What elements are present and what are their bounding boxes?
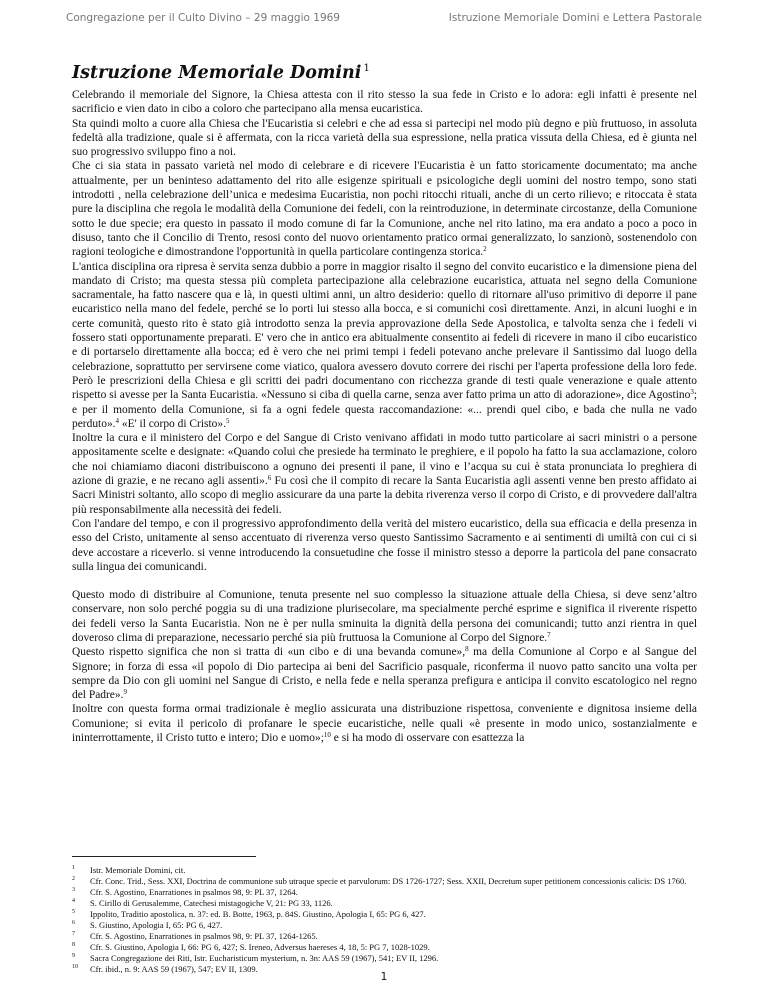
paragraph-text: Fu così che il compito di recare la Santa Eucaristia agli assenti venne ben presto affidato ai Sacri Ministri soltanto, allo scopo di meglio assicurare da una parte la debita riverenza verso il corpo di Cristo, e di provvedere dall'altra più responsabilmente alla necessità dei fedeli. [72,475,697,516]
footnote-number: 3 [72,887,75,893]
footnote-text: S. Giustino, Apologia I, 65: PG 6, 427. [90,920,223,930]
footnote-number: 6 [72,920,75,926]
body-text [72,88,697,745]
footnote-text: Cfr. Conc. Trid., Sess. XXI, Doctrina de communione sub utraque specie et parvulorum: DS 1726-1727; Sess. XXII, Decretum super petitionem concessionis calicis: DS 1760. [90,876,687,886]
paragraph: Sta quindi molto a cuore alla Chiesa che l'Eucaristia si celebri e che ad essa si partecipi nel modo più degno e più fruttuoso, in assoluta fedeltà alla tradizione, quale si è affermata, con la ricca varietà della sua espressione, nella pratica vissuta della Chiesa, ed è giunta nel suo progressivo sviluppo fino a noi. [72,117,697,159]
paragraph [72,645,697,702]
paragraph [72,702,697,745]
document-title [72,63,370,83]
footnote-number: 1 [72,865,75,871]
paragraph-text: Che ci sia stata in passato varietà nel modo di celebrare e di ricevere l'Eucaristia è un fatto storicamente documentato; ma anche attualmente, per un beninteso adattamento del rito alle esigenze spirituali e psicologiche degli uomini del nostro tempo, sono stati introdotti , nella celebrazione dell’unica e medesima Eucaristia, non pochi ritocchi rituali, anche di un certo rilievo; e ritoccata è stata pure la disciplina che regola le modalità della Comunione dei fedeli, con la reintroduzione, in determinate circostanze, della Comunione sotto le due specie; era questo in passato il modo comune di far la Comunione, anche nel rito latino, ma era andato a poco a poco in disuso, tanto che il Concilio di Trento, resosi conto del nuovo orientamento pratico ormai generalizzato, lo sanzionò, sostenendolo con ragioni teologiche e dimostrandone l'opportunità in quella particolare contingenza storica. [72,160,697,259]
note-ref: 5 [225,416,230,425]
note-ref: 2 [483,245,487,254]
footnote-number: 2 [72,876,75,882]
footnote-number: 9 [72,953,75,959]
paragraph: Celebrando il memoriale del Signore, la Chiesa attesta con il rito stesso la sua fede in Cristo e lo adora: egli infatti è presente nel sacrificio e vien dato in cibo a coloro che partecipano alla mensa eucaristica. [72,89,697,116]
footnote-separator [72,856,256,857]
paragraph: Con l'andare del tempo, e con il progressivo approfondimento della verità del mistero eucaristico, della sua efficacia e della presenza in esso del Cristo, unitamente al senso accentuato di riverenza verso questo Santissimo Sacramento e ai sentimenti di umiltà con cui ci si deve accostare a riceverlo. si venne introducendo la consuetudine che fosse il ministro stesso a deporre la particola del pane consacrato sulla lingua dei comunicandi. [72,517,697,573]
title-note-ref: 1 [363,63,370,75]
paragraph [72,159,697,259]
header-left: Congregazione per il Culto Divino – 29 maggio 1969 [66,12,340,24]
paragraph [72,431,697,517]
footnote [72,942,697,953]
footnote [72,953,697,964]
note-ref: 9 [123,688,127,697]
paragraph-text: e si ha modo di osservare con esattezza la [330,732,525,745]
header-right: Istruzione Memoriale Domini e Lettera Pastorale [448,12,702,24]
paragraph-text: Inoltre la cura e il ministero del Corpo e del Sangue di Cristo venivano affidati in modo tutto particolare ai sacri ministri o a persone appositamente scelte e designate: «Quando colui che presiede ha terminato le preghiere, e il popolo ha fatto la sua acclamazione, coloro che noi chiamiamo diaconi distribuiscono a ognuno dei presenti il pane, il vino e l’acqua su cui è stata pronunciata lo preghiera di azione di grazie, e ne recano agli assenti». [72,432,697,488]
footnote [72,931,697,942]
note-ref: 8 [465,645,469,654]
footnote [72,920,697,931]
footnote-text: Cfr. ibid., n. 9: AAS 59 (1967), 547; EV II, 1309. [90,964,258,974]
footnote [72,887,697,898]
footnote [72,898,697,909]
footnote [72,865,697,876]
paragraph-text: Inoltre con questa forma ormai tradizionale è meglio assicurata una distribuzione rispettosa, conveniente e dignitosa insieme della Comunione; si evita il pericolo di profanare le specie eucaristiche, nelle quali «è presente in modo unico, sostanzialmente e ininterrottamente, il Cristo tutto e intero; Dio e uomo»; [72,703,697,745]
paragraph [72,588,697,645]
footnote-text: Sacra Congregazione dei Riti, Istr. Eucharisticum mysterium, n. 3n: AAS 59 (1967), 541; EV II, 1296. [90,953,439,963]
paragraph-text: Questo modo di distribuire al Comunione, tenuta presente nel suo complesso la situazione attuale della Chiesa, si deve senz’altro conservare, non solo perché poggia su di una tradizione plurisecolare, ma specialmente perché esprime e significa il riverente rispetto dei fedeli verso la Santa Eucaristia. Non ne è per nulla sminuita la dignità della persona dei comunicandi; tutto anzi rientra in quel doveroso clima di preparazione, necessario perché sia più fruttuosa la Comunione al Corpo del Signore. [72,589,697,644]
running-header [66,12,702,28]
paragraph-text: Questo rispetto significa che non si tratta di «un cibo e di una bevanda comune», [72,646,466,659]
footnotes-list [72,865,697,975]
note-ref: 7 [547,630,551,639]
footnote-text: Istr. Memoriale Domini, cit. [90,865,186,875]
footnote-text: Ippolito, Traditio apostolica, n. 37: ed. B. Botte, 1963, p. 84S. Giustino, Apologia I, 65: PG 6, 427. [90,909,426,919]
footnote-text: S. Cirillo di Gerusalemme, Catechesi mistagogiche V, 21: PG 33, 1126. [90,898,333,908]
footnote [72,876,697,887]
paragraph [72,260,697,432]
footnote-text: Cfr. S. Agostino, Enarrationes in psalmos 98, 9: PL 37, 1264. [90,887,298,897]
footnote-text: Cfr. S. Agostino, Enarrationes in psalmos 98, 9: PL 37, 1264-1265. [90,931,318,941]
paragraph-text: L'antica disciplina ora ripresa è servita senza dubbio a porre in maggior risalto il segno del convito eucaristico e la dimensione piena del mandato di Cristo; ma questa stessa più completa partecipazione alla celebrazione eucaristica, attuata nel segno della Comunione sacramentale, ha fatto nascere qua e là, in questi ultimi anni, un altro desiderio: quello di ritornare all'uso primitivo di deporre il pane eucaristico nella mano del fedele, perché se lo porti lui stesso alla bocca, e si comunichi così direttamente. Anzi, in alcuni luoghi e in certe comunità, questo rito è stato già introdotto senza la previa approvazione della Sede Apostolica, e talvolta senza che i fedeli vi fossero stati opportunamente preparati. E' vero che in antico era abitualmente consentito ai fedeli di ricevere in mano il cibo eucaristico e di portarselo direttamente alla bocca; ed è vero che nei primi tempi i fedeli potevano anche prelevare il Santissimo dal luogo della celebrazione, soprattutto per servirsene come viatico, qualora avessero dovuto correre dei rischi per l'aperta professione della loro fede. Però le prescrizioni della Chiesa e gli scritti dei padri documentano con ricchezza grande di testi quale venerazione e quale attento rispetto si avesse per la Santa Eucaristia. «Nessuno si ciba di quella carne, senza aver fatto prima un atto di adorazione», dice Agostino [72,260,697,402]
footnote-number: 4 [72,898,75,904]
note-ref: 3 [690,388,694,397]
footnote-number: 8 [72,942,75,948]
note-ref: 10 [323,731,331,740]
footnote-number: 7 [72,931,75,937]
title-text: Istruzione Memoriale Domini [72,63,362,83]
footnote-number: 10 [72,964,78,970]
note-ref: 4 [115,416,120,425]
footnote [72,909,697,920]
footnote-text: Cfr. S. Giustino, Apologia I, 66: PG 6, 427; S. Ireneo, Adversus haereses 4, 18, 5: PG 7, 1028-1029. [90,942,430,952]
note-ref: 6 [267,474,272,483]
paragraph-text: «E' il corpo di Cristo». [119,417,226,430]
page-number: 1 [380,971,388,983]
paragraph-text: ma della Comunione al Corpo e al Sangue del Signore; in forza di essa «il popolo di Dio partecipa ai beni del Sacrificio pasquale, riconferma il nuovo patto sancito una volta per sempre da Dio con gli uomini nel Sangue di Cristo, e nella fede e nella speranza prefigura e anticipa il convito escatologico nel regno del Padre». [72,646,697,702]
footnote-number: 5 [72,909,75,915]
paragraph-text: ; e per il momento della Comunione, si fa a ogni fedele questa raccomandazione: «... prendi quel cibo, e bada che nulla ne vado perduto». [72,389,697,430]
